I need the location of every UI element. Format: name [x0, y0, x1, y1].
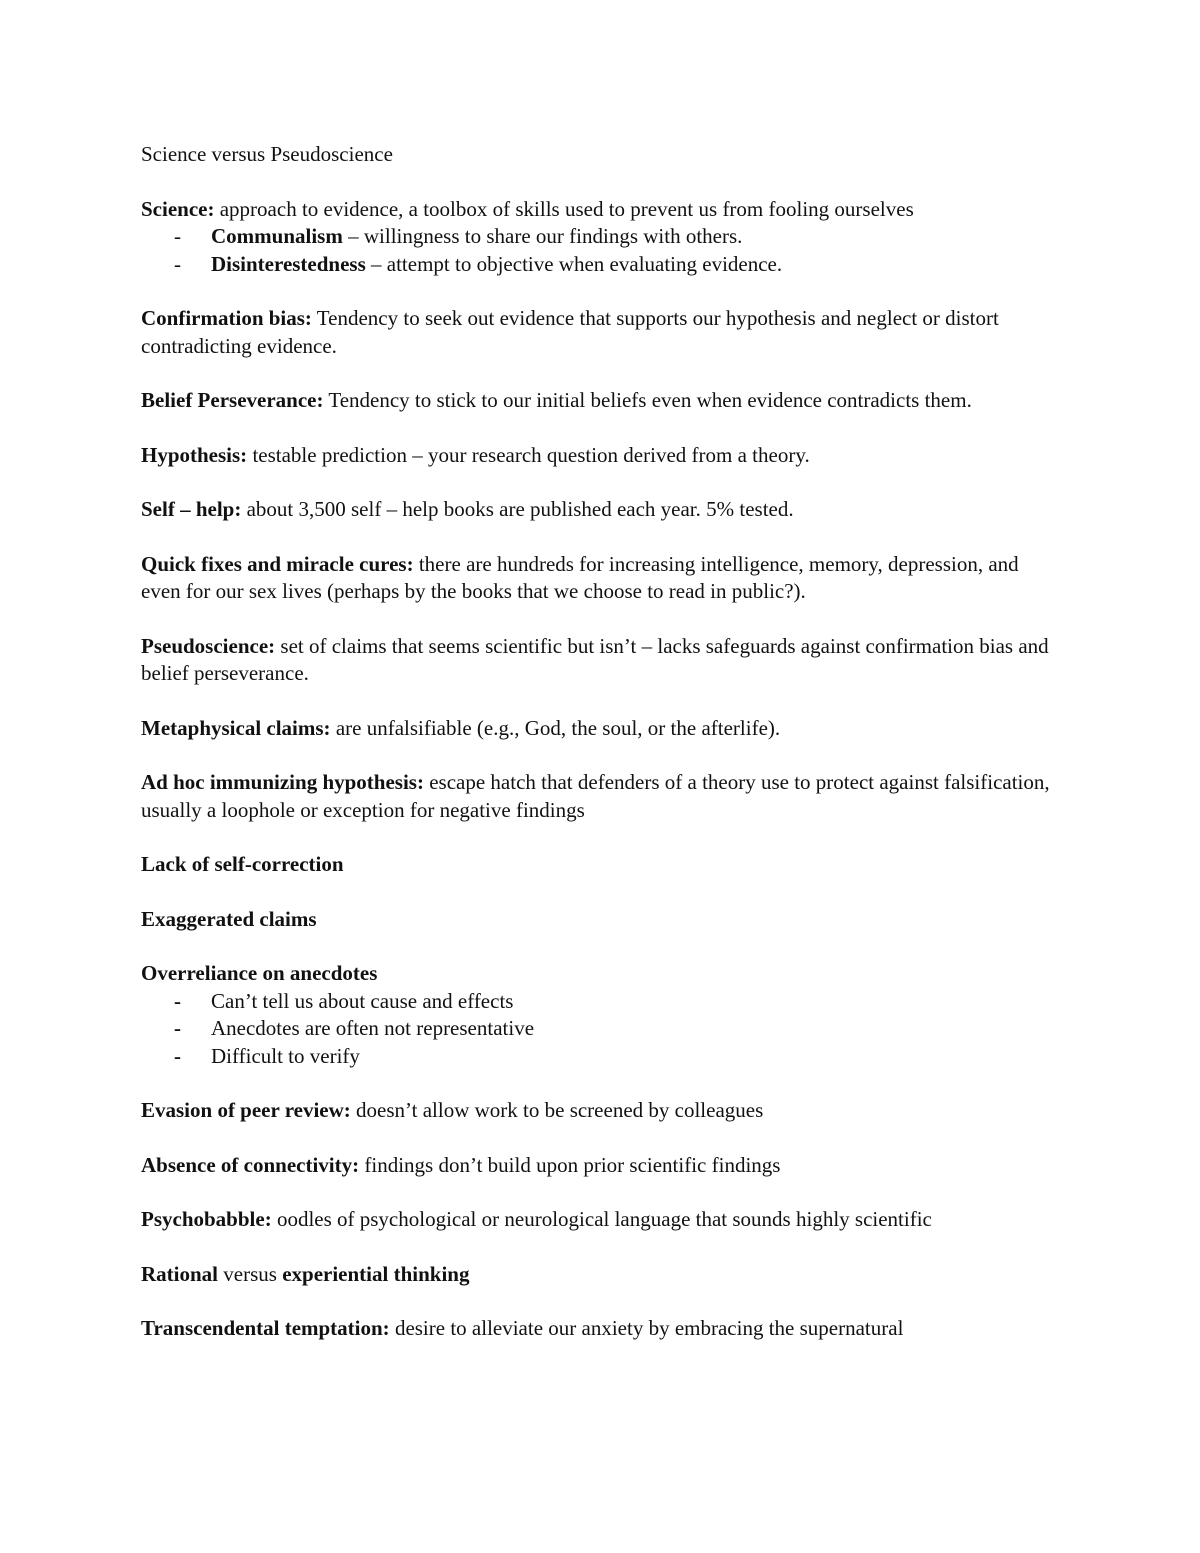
term-rational: Rational: [141, 1261, 219, 1286]
dash-marker: -: [174, 224, 181, 248]
list-item-text: Can’t tell us about cause and effects: [211, 988, 514, 1013]
entry-hypothesis: [141, 442, 1051, 470]
entry-metaphysical-claims: [141, 715, 1051, 743]
dash-marker: -: [174, 1016, 181, 1040]
entry-connectivity: [141, 1152, 1051, 1180]
term-transcendental: Transcendental temptation:: [141, 1316, 390, 1340]
definition-disinterestedness: – attempt to objective when evaluating evidence.: [365, 251, 783, 276]
term-communalism: Communalism: [211, 224, 343, 248]
connector-versus: versus: [218, 1261, 283, 1286]
entry-confirmation-bias: [141, 305, 1051, 360]
entry-anecdotes: [141, 960, 1051, 988]
definition-self-help: about 3,500 self – help books are published each year. 5% tested.: [241, 497, 794, 521]
list-item-text: Anecdotes are often not representative: [211, 1016, 535, 1040]
definition-transcendental: desire to alleviate our anxiety by embracing the supernatural: [389, 1316, 904, 1340]
definition-confirmation-bias: Tendency to seek out evidence that supports our hypothesis and neglect or distort contradicting evidence.: [141, 306, 999, 358]
list-item-text: Difficult to verify: [211, 1043, 360, 1068]
definition-pseudoscience: set of claims that seems scientific but isn’t – lacks safeguards against confirmation bias and belief perseverance.: [141, 633, 1049, 685]
anecdotes-sub-list: [141, 988, 1051, 1071]
entry-ad-hoc: [141, 769, 1051, 824]
term-self-help: Self – help:: [141, 497, 242, 521]
term-psychobabble: Psychobabble:: [141, 1207, 272, 1231]
definition-hypothesis: testable prediction – your research question derived from a theory.: [247, 442, 810, 467]
entry-pseudoscience: [141, 633, 1051, 688]
term-quick-fixes: Quick fixes and miracle cures:: [141, 551, 414, 576]
definition-communalism: – willingness to share our findings with others.: [342, 224, 743, 248]
document-page: [141, 141, 1051, 1343]
dash-marker: -: [174, 251, 181, 276]
list-item: [141, 988, 1051, 1016]
definition-connectivity: findings don’t build upon prior scientific findings: [359, 1152, 781, 1177]
term-connectivity: Absence of connectivity:: [141, 1152, 360, 1177]
list-item: [141, 223, 1051, 251]
dash-marker: -: [174, 988, 181, 1013]
term-exaggerated-claims: Exaggerated claims: [141, 906, 317, 931]
entry-peer-review: [141, 1097, 1051, 1125]
term-pseudoscience: Pseudoscience:: [141, 633, 276, 658]
entry-psychobabble: [141, 1206, 1051, 1234]
entry-transcendental: [141, 1315, 1051, 1343]
term-anecdotes: Overreliance on anecdotes: [141, 961, 378, 985]
term-peer-review: Evasion of peer review:: [141, 1098, 351, 1122]
science-sub-list: [141, 223, 1051, 278]
definition-psychobabble: oodles of psychological or neurological language that sounds highly scientific: [271, 1207, 932, 1231]
entry-belief-perseverance: [141, 387, 1051, 415]
entry-science: [141, 196, 1051, 224]
definition-metaphysical-claims: are unfalsifiable (e.g., God, the soul, or the afterlife).: [330, 715, 781, 740]
list-item: [141, 1043, 1051, 1071]
definition-peer-review: doesn’t allow work to be screened by colleagues: [350, 1098, 764, 1122]
definition-belief-perseverance: Tendency to stick to our initial beliefs even when evidence contradicts them.: [323, 388, 972, 412]
term-hypothesis: Hypothesis:: [141, 442, 248, 467]
entry-exaggerated-claims: [141, 906, 1051, 934]
definition-science: approach to evidence, a toolbox of skills used to prevent us from fooling ourselves: [214, 196, 914, 221]
term-confirmation-bias: Confirmation bias:: [141, 306, 312, 330]
document-title: Science versus Pseudoscience: [141, 142, 393, 166]
entry-lack-self-correction: [141, 851, 1051, 879]
definition-ad-hoc: escape hatch that defenders of a theory use to protect against falsification, usually a loophole or exception for negative findings: [141, 770, 1050, 822]
term-ad-hoc: Ad hoc immunizing hypothesis:: [141, 770, 424, 794]
entry-self-help: [141, 496, 1051, 524]
term-metaphysical-claims: Metaphysical claims:: [141, 715, 331, 740]
term-belief-perseverance: Belief Perseverance:: [141, 388, 324, 412]
term-disinterestedness: Disinterestedness: [211, 251, 366, 276]
definition-quick-fixes: there are hundreds for increasing intelligence, memory, depression, and even for our sex lives (perhaps by the books that we choose to read in public?).: [141, 551, 1019, 603]
term-experiential-thinking: experiential thinking: [282, 1261, 470, 1286]
term-science: Science:: [141, 196, 215, 221]
entry-quick-fixes: [141, 551, 1051, 606]
entry-thinking: [141, 1261, 1051, 1289]
dash-marker: -: [174, 1043, 181, 1068]
term-lack-self-correction: Lack of self-correction: [141, 852, 344, 876]
list-item: [141, 1015, 1051, 1043]
list-item: [141, 251, 1051, 279]
